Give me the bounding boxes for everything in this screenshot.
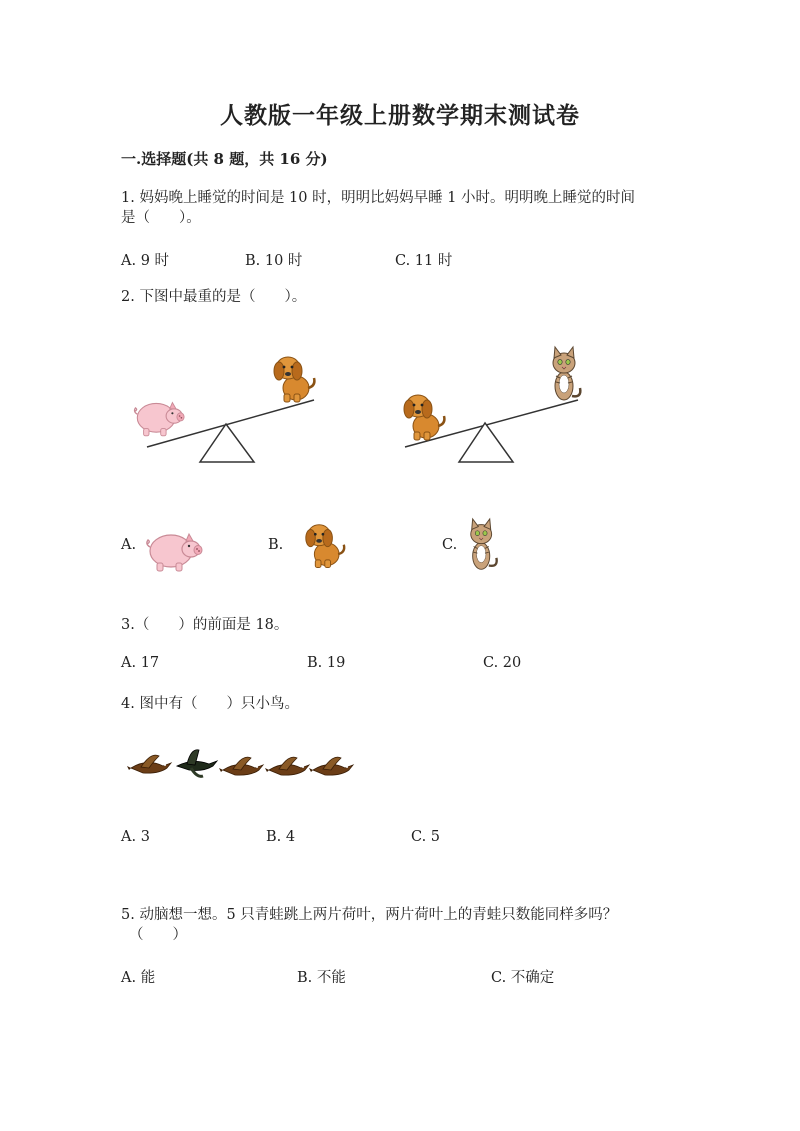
dog-icon — [404, 395, 444, 440]
cat-icon[interactable] — [466, 518, 502, 576]
question-3-option-a[interactable]: A. 17 — [121, 655, 160, 671]
question-5-text: 5. 动脑想一想。5 只青蛙跳上两片荷叶，两片荷叶上的青蛙只数能同样多吗？ — [121, 907, 618, 923]
question-1-text-cont: 是（ ）。 — [121, 210, 201, 226]
page-title: 人教版一年级上册数学期末测试卷 — [220, 102, 580, 129]
question-4-option-c[interactable]: C. 5 — [411, 829, 441, 845]
bird-icon — [309, 757, 353, 775]
dog-icon — [274, 357, 314, 402]
seesaw-pig-dog-illustration — [120, 340, 340, 470]
question-3-option-c[interactable]: C. 20 — [483, 655, 522, 671]
question-2-text: 2. 下图中最重的是（ ）。 — [121, 289, 307, 305]
bird-icon — [265, 757, 309, 775]
question-1-option-b[interactable]: B. 10 时 — [245, 253, 303, 269]
question-1-text: 1. 妈妈晚上睡觉的时间是 10 时，明明比妈妈早睡 1 小时。明明晚上睡觉的时间 — [121, 190, 636, 206]
bird-icon — [127, 755, 171, 773]
question-4-option-b[interactable]: B. 4 — [266, 829, 296, 845]
question-5-option-b[interactable]: B. 不能 — [297, 970, 346, 986]
section-heading: 一.选择题(共 8 题，共 16 分) — [121, 150, 328, 168]
question-4-text: 4. 图中有（ ）只小鸟。 — [121, 696, 299, 712]
question-3-text: 3.（ ）的前面是 18。 — [121, 617, 289, 633]
question-2-option-b[interactable]: B. — [268, 537, 284, 553]
bird-icon — [219, 757, 263, 775]
question-5-text-cont: （ ） — [129, 927, 187, 943]
dog-icon[interactable] — [300, 520, 350, 570]
question-4-option-a[interactable]: A. 3 — [121, 829, 150, 845]
pig-icon — [134, 403, 184, 436]
question-5-option-a[interactable]: A. 能 — [121, 970, 156, 986]
bird-icon — [177, 750, 217, 777]
seesaw-dog-cat-illustration — [380, 340, 600, 470]
pig-icon[interactable] — [143, 527, 205, 575]
birds-illustration — [125, 748, 360, 782]
question-2-option-c[interactable]: C. — [442, 537, 458, 553]
question-1-option-a[interactable]: A. 9 时 — [121, 253, 170, 269]
question-1-option-c[interactable]: C. 11 时 — [395, 253, 453, 269]
question-2-option-a[interactable]: A. — [121, 537, 137, 553]
cat-icon — [553, 347, 580, 400]
question-5-option-c[interactable]: C. 不确定 — [491, 970, 555, 986]
question-3-option-b[interactable]: B. 19 — [307, 655, 346, 671]
